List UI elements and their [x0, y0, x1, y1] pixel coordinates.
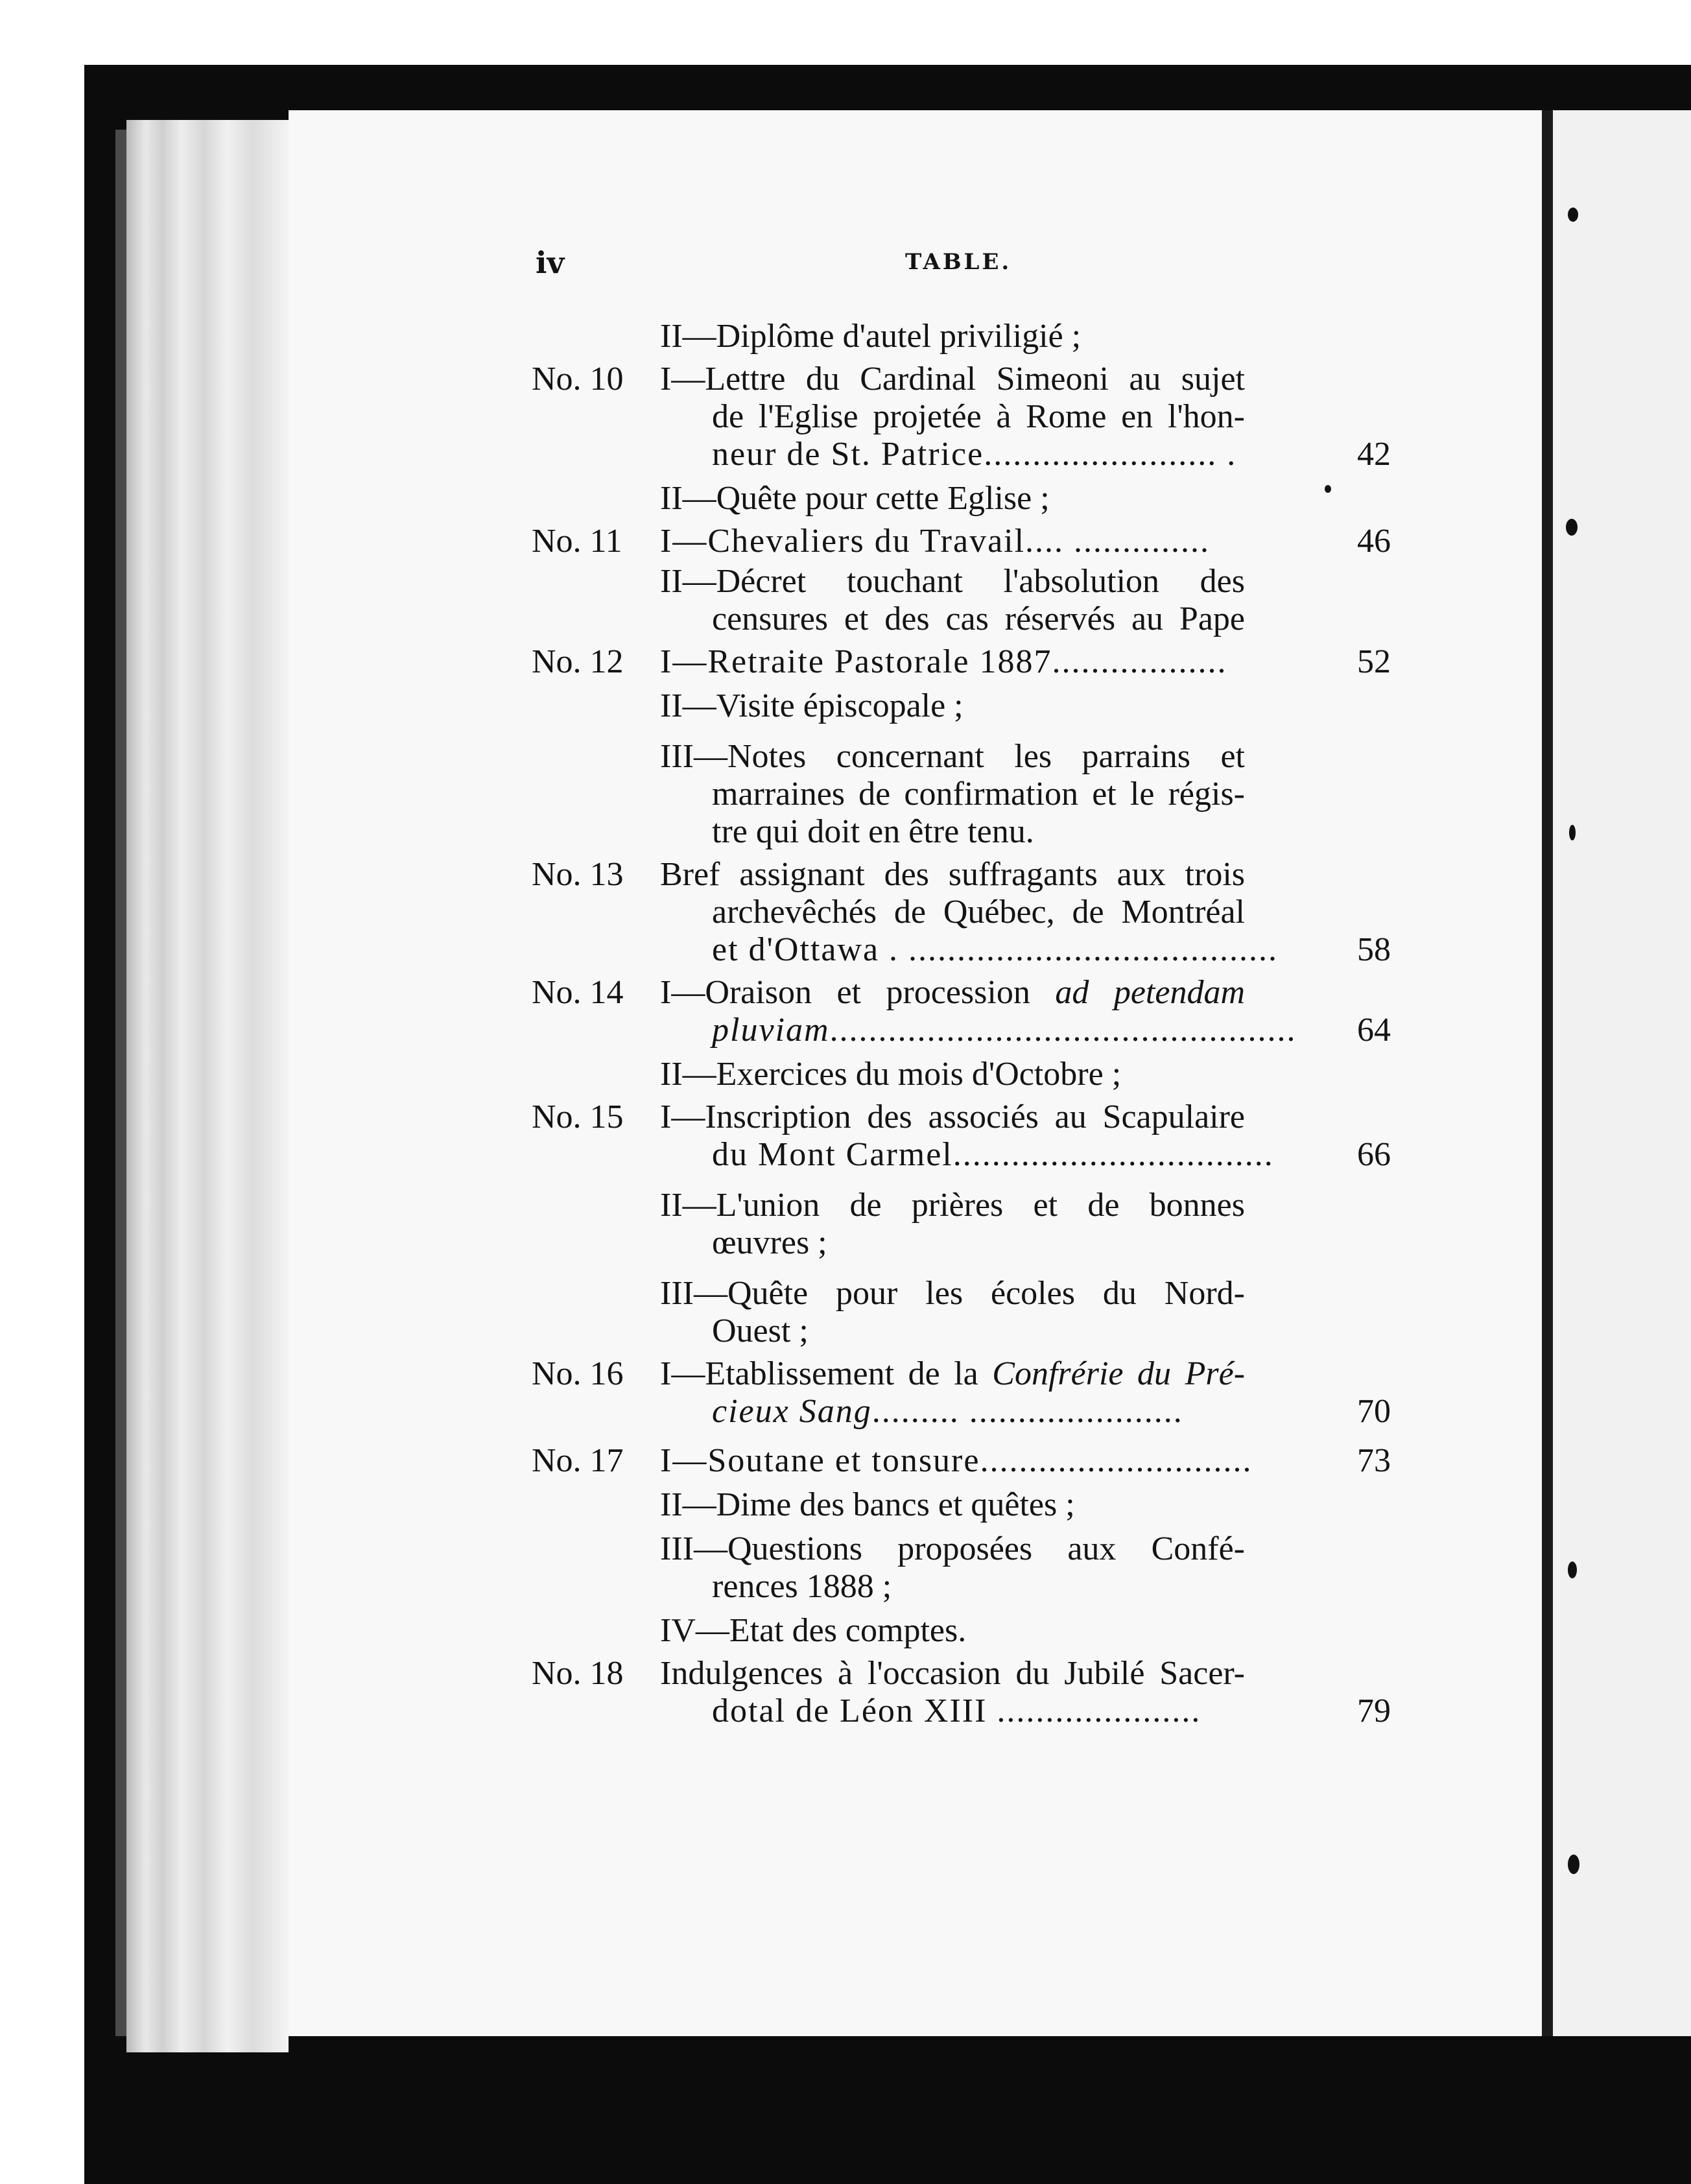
entry-number: No. 10	[532, 361, 624, 398]
toc-line: I—Chevaliers du Travail.... ..............	[660, 523, 1211, 560]
page-reference: 66	[1357, 1136, 1391, 1173]
entry-number: No. 14	[532, 974, 624, 1011]
toc-line: II—Dime des bancs et quêtes ;	[660, 1486, 1075, 1523]
toc-line: III—Quête pour les écoles du Nord-	[660, 1275, 1245, 1312]
entry-number: No. 12	[532, 643, 624, 680]
toc-entry	[532, 1442, 1391, 1480]
toc-entry	[532, 1486, 1391, 1524]
toc-entry	[532, 643, 1391, 681]
toc-entry	[532, 480, 1391, 517]
toc-line: Ouest ;	[712, 1312, 809, 1349]
toc-entry	[532, 687, 1391, 725]
toc-line: marraines de confirmation et le régis-	[712, 776, 1245, 813]
toc-line: II—Diplôme d'autel priviligié ;	[660, 318, 1082, 355]
toc-entry	[532, 738, 1391, 851]
toc-line: I—Etablissement de la Confrérie du Pré-	[660, 1355, 1246, 1392]
page-header	[536, 245, 1378, 284]
toc-line: I—Lettre du Cardinal Simeoni au sujet	[660, 361, 1245, 398]
page-reference: 42	[1357, 436, 1391, 473]
toc-line: dotal de Léon XIII .....................	[712, 1692, 1201, 1729]
facing-page-edge	[1553, 110, 1691, 2036]
italic-phrase: Confrérie du Pré-	[992, 1355, 1246, 1392]
toc-entry	[532, 1655, 1391, 1730]
italic-phrase: pluviam	[712, 1012, 830, 1049]
entry-number: No. 11	[532, 523, 622, 560]
ink-speck	[1568, 208, 1578, 222]
ink-speck	[1568, 1561, 1577, 1578]
running-title: TABLE.	[905, 249, 1012, 275]
toc-line: III—Questions proposées aux Confé-	[660, 1530, 1245, 1567]
entry-number: No. 17	[532, 1442, 624, 1479]
toc-line: cieux Sang......... ......................	[712, 1393, 1183, 1430]
entry-number: No. 13	[532, 856, 624, 893]
toc-line: du Mont Carmel.................................	[712, 1136, 1274, 1173]
toc-entry	[532, 1098, 1391, 1174]
page-reference: 79	[1357, 1692, 1391, 1729]
toc-entry	[532, 318, 1391, 355]
toc-line: neur de St. Patrice........................ .	[712, 436, 1237, 473]
toc-line: rences 1888 ;	[712, 1568, 892, 1605]
toc-entry	[532, 1612, 1391, 1650]
page-reference: 52	[1357, 643, 1391, 680]
toc-line: I—Retraite Pastorale 1887..................	[660, 643, 1227, 680]
toc-line: censures et des cas réservés au Pape	[712, 600, 1245, 637]
toc-line: I—Soutane et tonsure............................	[660, 1442, 1253, 1479]
entry-number: No. 18	[532, 1655, 624, 1692]
page-reference: 58	[1357, 931, 1391, 968]
toc-line: II—L'union de prières et de bonnes	[660, 1187, 1245, 1224]
italic-phrase: cieux Sang	[712, 1393, 872, 1430]
toc-line: archevêchés de Québec, de Montréal	[712, 894, 1245, 931]
table-of-contents	[532, 318, 1391, 1730]
italic-phrase: ad petendam	[1055, 974, 1245, 1011]
toc-line: pluviam................................................	[712, 1012, 1297, 1049]
toc-entry	[532, 523, 1391, 560]
toc-entry	[532, 563, 1391, 638]
toc-entry	[532, 1355, 1391, 1430]
page-reference: 70	[1357, 1393, 1391, 1430]
toc-line: I—Inscription des associés au Scapulaire	[660, 1098, 1245, 1135]
toc-line: Indulgences à l'occasion du Jubilé Sacer-	[660, 1655, 1245, 1692]
toc-line: tre qui doit en être tenu.	[712, 813, 1034, 850]
ink-speck	[1568, 1855, 1579, 1874]
toc-line: II—Exercices du mois d'Octobre ;	[660, 1056, 1122, 1093]
toc-line: et d'Ottawa . ......................................	[712, 931, 1279, 968]
toc-entry	[532, 361, 1391, 473]
toc-line: III—Notes concernant les parrains et	[660, 738, 1245, 775]
toc-line: II—Décret touchant l'absolution des	[660, 563, 1245, 600]
book-page-edges	[126, 120, 289, 2052]
toc-entry	[532, 1530, 1391, 1606]
ink-speck	[1566, 519, 1578, 536]
page-reference: 46	[1357, 523, 1391, 560]
page-gutter	[1542, 110, 1554, 2036]
toc-entry	[532, 974, 1391, 1049]
toc-entry	[532, 1056, 1391, 1093]
toc-line: IV—Etat des comptes.	[660, 1612, 967, 1649]
ink-speck	[1569, 825, 1576, 840]
toc-entry	[532, 1275, 1391, 1350]
entry-number: No. 16	[532, 1355, 624, 1392]
page-reference: 73	[1357, 1442, 1391, 1479]
entry-number: No. 15	[532, 1098, 624, 1135]
toc-line: I—Oraison et procession ad petendam	[660, 974, 1245, 1011]
toc-line: Bref assignant des suffragants aux trois	[660, 856, 1245, 893]
toc-entry	[532, 1187, 1391, 1262]
toc-line: II—Quête pour cette Eglise ;	[660, 480, 1050, 517]
page-reference: 64	[1357, 1012, 1391, 1049]
toc-line: II—Visite épiscopale ;	[660, 687, 964, 724]
toc-entry	[532, 856, 1391, 969]
toc-line: œuvres ;	[712, 1224, 827, 1261]
toc-line: de l'Eglise projetée à Rome en l'hon-	[712, 398, 1245, 435]
page-number: iv	[536, 245, 565, 280]
